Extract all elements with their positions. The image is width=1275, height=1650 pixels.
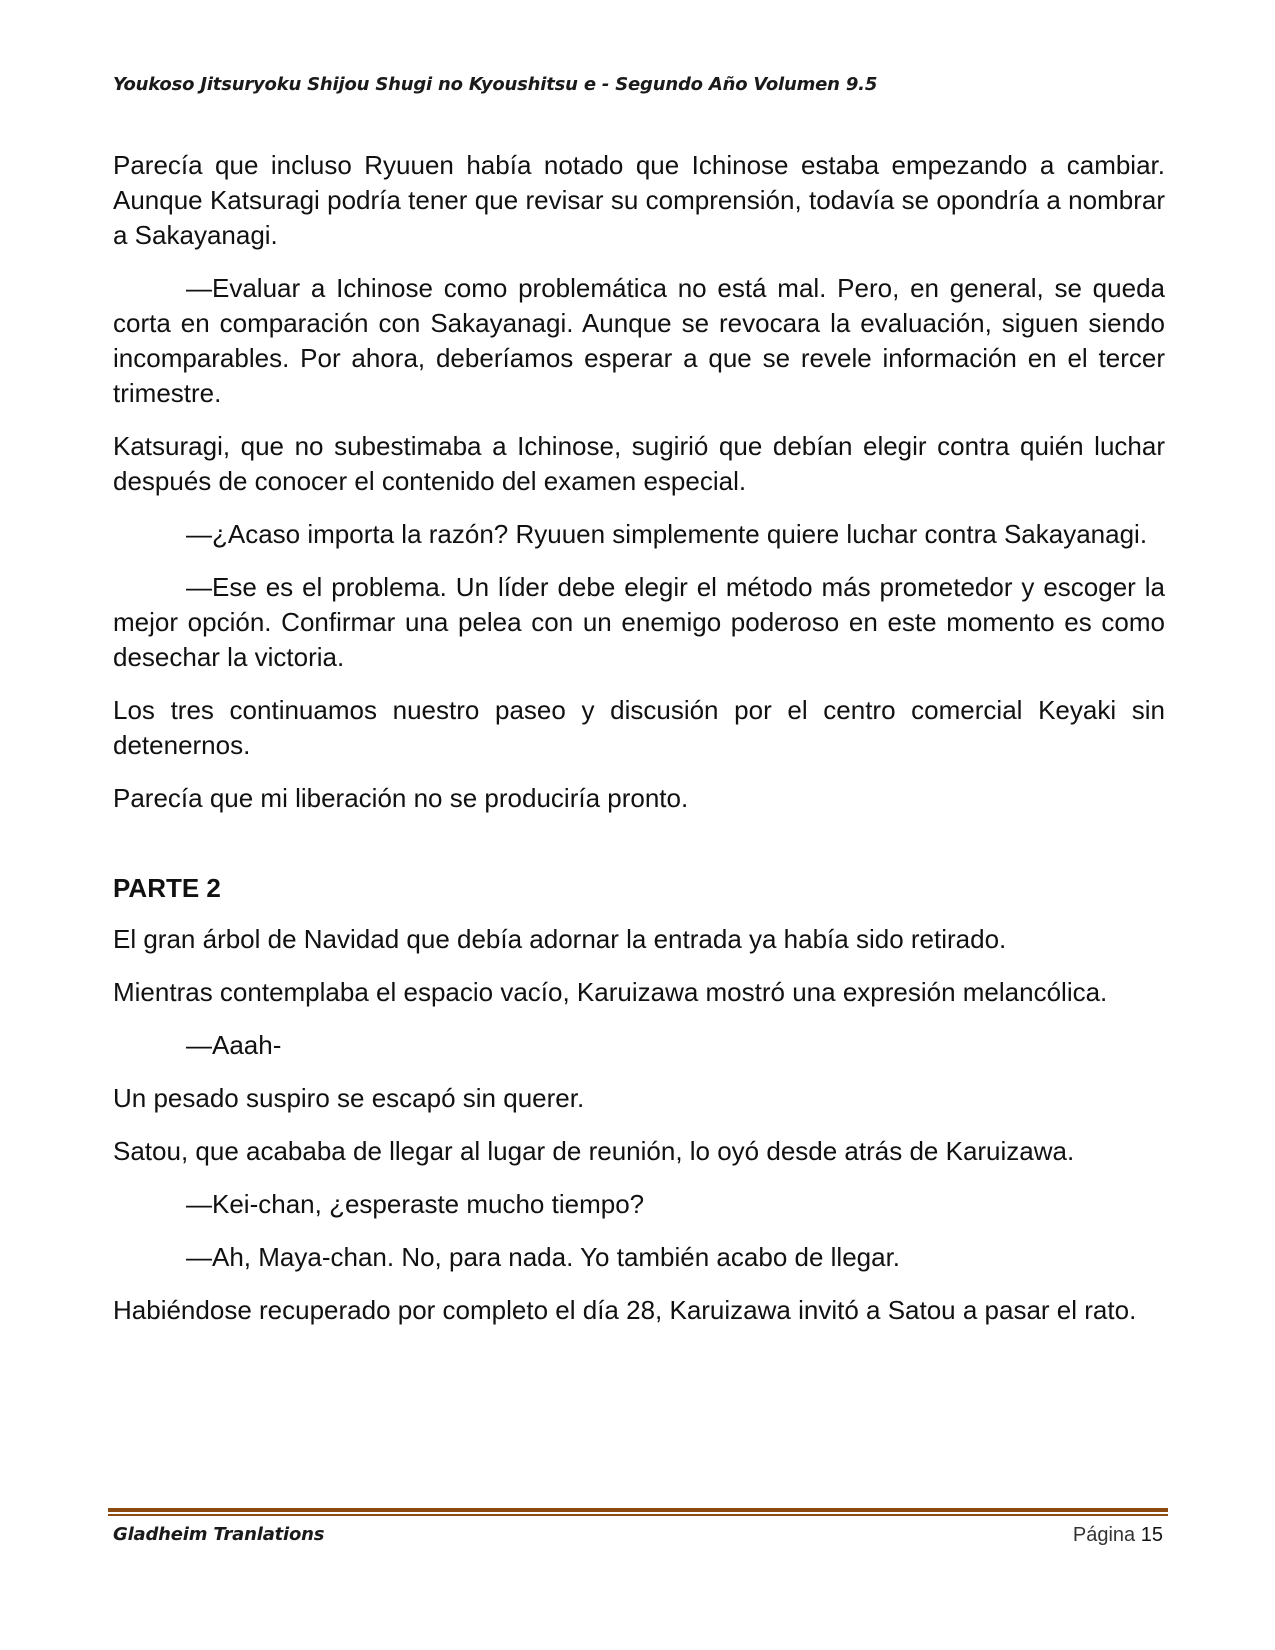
paragraph: Mientras contemplaba el espacio vacío, Karuizawa mostró una expresión melancólica.: [113, 977, 1108, 1007]
paragraph: Habiéndose recuperado por completo el día 28, Karuizawa invitó a Satou a pasar el rato.: [113, 1295, 1137, 1325]
dialog-paragraph: —Kei-chan, ¿esperaste mucho tiempo?: [186, 1189, 645, 1219]
dialog-paragraph: —¿Acaso importa la razón? Ryuuen simplemente quiere luchar contra Sakayanagi.: [186, 519, 1148, 549]
footer-divider: [108, 1508, 1168, 1516]
dialog-paragraph: —Aaah-: [186, 1030, 282, 1060]
dialog-paragraph: —Evaluar a Ichinose como problemática no está mal. Pero, en general, se queda corta en comparación con Sakayanagi. Aunque se revocara la evaluación, siguen siendo incomparables. Por ahora, deberíamos esperar a que se revele información en el tercer trimestre.: [113, 273, 1165, 408]
footer-credit: Gladheim Tranlations: [113, 1524, 325, 1545]
paragraph: Los tres continuamos nuestro paseo y discusión por el centro comercial Keyaki sin detenernos.: [113, 695, 1165, 760]
paragraph: Un pesado suspiro se escapó sin querer.: [113, 1083, 585, 1113]
paragraph: Katsuragi, que no subestimaba a Ichinose, sugirió que debían elegir contra quién luchar después de conocer el contenido del examen especial.: [113, 431, 1165, 496]
page-header-title: Youkoso Jitsuryoku Shijou Shugi no Kyoushitsu e - Segundo Año Volumen 9.5: [113, 74, 878, 95]
page-number-label: [1073, 1524, 1163, 1547]
page-number: 15: [1140, 1524, 1163, 1546]
dialog-paragraph: —Ah, Maya-chan. No, para nada. Yo también acabo de llegar.: [186, 1242, 901, 1272]
footer-divider-thick: [108, 1508, 1168, 1512]
dialog-paragraph: —Ese es el problema. Un líder debe elegir el método más prometedor y escoger la mejor opción. Confirmar una pelea con un enemigo poderoso en este momento es como desechar la victoria.: [113, 572, 1165, 672]
section-heading: PARTE 2: [113, 873, 221, 903]
page-content: [113, 148, 1165, 1346]
paragraph: Parecía que incluso Ryuuen había notado que Ichinose estaba empezando a cambiar. Aunque Katsuragi podría tener que revisar su comprensión, todavía se opondría a nombrar a Sakayanagi.: [113, 150, 1165, 250]
footer-divider-thin: [108, 1514, 1168, 1516]
paragraph: Satou, que acababa de llegar al lugar de reunión, lo oyó desde atrás de Karuizawa.: [113, 1136, 1075, 1166]
page-label: Página: [1072, 1524, 1136, 1546]
paragraph: Parecía que mi liberación no se produciría pronto.: [113, 783, 689, 813]
paragraph: El gran árbol de Navidad que debía adornar la entrada ya había sido retirado.: [113, 924, 1007, 954]
